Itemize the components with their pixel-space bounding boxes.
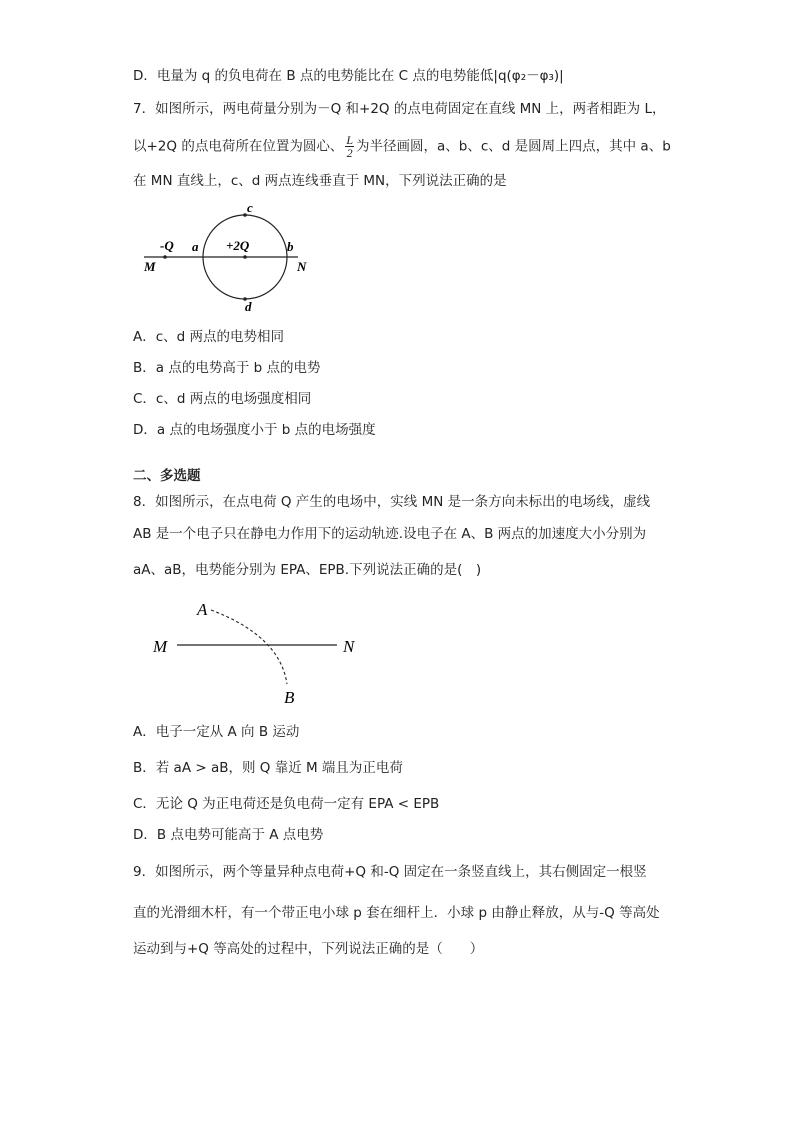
q7-stem-line2-a: 以+2Q 的点电荷所在位置为圆心、	[133, 138, 344, 155]
q6-option-d: D．电量为 q 的负电荷在 B 点的电势能比在 C 点的电势能低|q(φ₂－φ₃)|	[133, 68, 564, 84]
q8-stem-line2: AB 是一个电子只在静电力作用下的运动轨迹.设电子在 A、B 两点的加速度大小分别为	[133, 526, 647, 542]
q7-label-n: N	[297, 259, 307, 274]
q8-stem-line1: 8．如图所示，在点电荷 Q 产生的电场中，实线 MN 是一条方向未标出的电场线，虚线	[133, 494, 651, 510]
q8-label-n: N	[343, 637, 355, 656]
q8-option-c: C．无论 Q 为正电荷还是负电荷一定有 EPA < EPB	[133, 796, 440, 812]
q7-stem-line2	[133, 134, 671, 159]
q7-label-c: c	[247, 200, 253, 215]
q8-label-m: M	[153, 637, 168, 656]
q7-point-center	[243, 255, 247, 259]
q8-option-a: A．电子一定从 A 向 B 运动	[133, 724, 300, 740]
q7-label-m: M	[144, 259, 156, 274]
q7-fraction-numerator: L	[346, 133, 354, 147]
q7-stem-line1: 7．如图所示，两电荷量分别为－Q 和+2Q 的点电荷固定在直线 MN 上，两者相距为 L，	[133, 101, 666, 117]
q8-label-a: A	[197, 600, 208, 619]
q8-label-b: B	[284, 688, 295, 707]
q7-label-posq: +2Q	[226, 238, 250, 253]
q7-option-d: D．a 点的电场强度小于 b 点的电场强度	[133, 422, 376, 438]
q7-stem-line2-b: 为半径画圆，a、b、c、d 是圆周上四点，其中 a、b	[356, 138, 671, 155]
q7-option-c: C．c、d 两点的电场强度相同	[133, 391, 312, 407]
q8-trajectory-ab	[211, 610, 287, 684]
q8-stem-line3: aA、aB，电势能分别为 EPA、EPB.下列说法正确的是( )	[133, 562, 482, 578]
q7-figure	[130, 198, 330, 318]
q8-figure	[145, 596, 375, 711]
section-title-multiple-choice: 二、多选题	[133, 468, 201, 484]
q8-option-b: B．若 aA > aB，则 Q 靠近 M 端且为正电荷	[133, 760, 403, 776]
q7-option-b: B．a 点的电势高于 b 点的电势	[133, 360, 321, 376]
q7-stem-line3: 在 MN 直线上，c、d 两点连线垂直于 MN，下列说法正确的是	[133, 173, 507, 189]
q7-point-negq	[163, 255, 167, 259]
q7-fraction	[345, 134, 354, 159]
q9-stem-line2: 直的光滑细木杆，有一个带正电小球 p 套在细杆上．小球 p 由静止释放，从与-Q 等高处	[133, 905, 660, 921]
q7-label-b: b	[287, 239, 294, 254]
q7-option-a: A．c、d 两点的电势相同	[133, 329, 285, 345]
q7-label-d: d	[245, 299, 252, 314]
q7-label-a: a	[192, 239, 199, 254]
q9-stem-line1: 9．如图所示，两个等量异种点电荷+Q 和-Q 固定在一条竖直线上，其右侧固定一根竖	[133, 864, 647, 880]
q9-stem-line3: 运动到与+Q 等高处的过程中，下列说法正确的是（ ）	[133, 941, 484, 957]
q7-fraction-denominator: 2	[346, 146, 353, 160]
q7-label-negq: -Q	[160, 238, 174, 253]
q8-option-d: D．B 点电势可能高于 A 点电势	[133, 827, 324, 843]
